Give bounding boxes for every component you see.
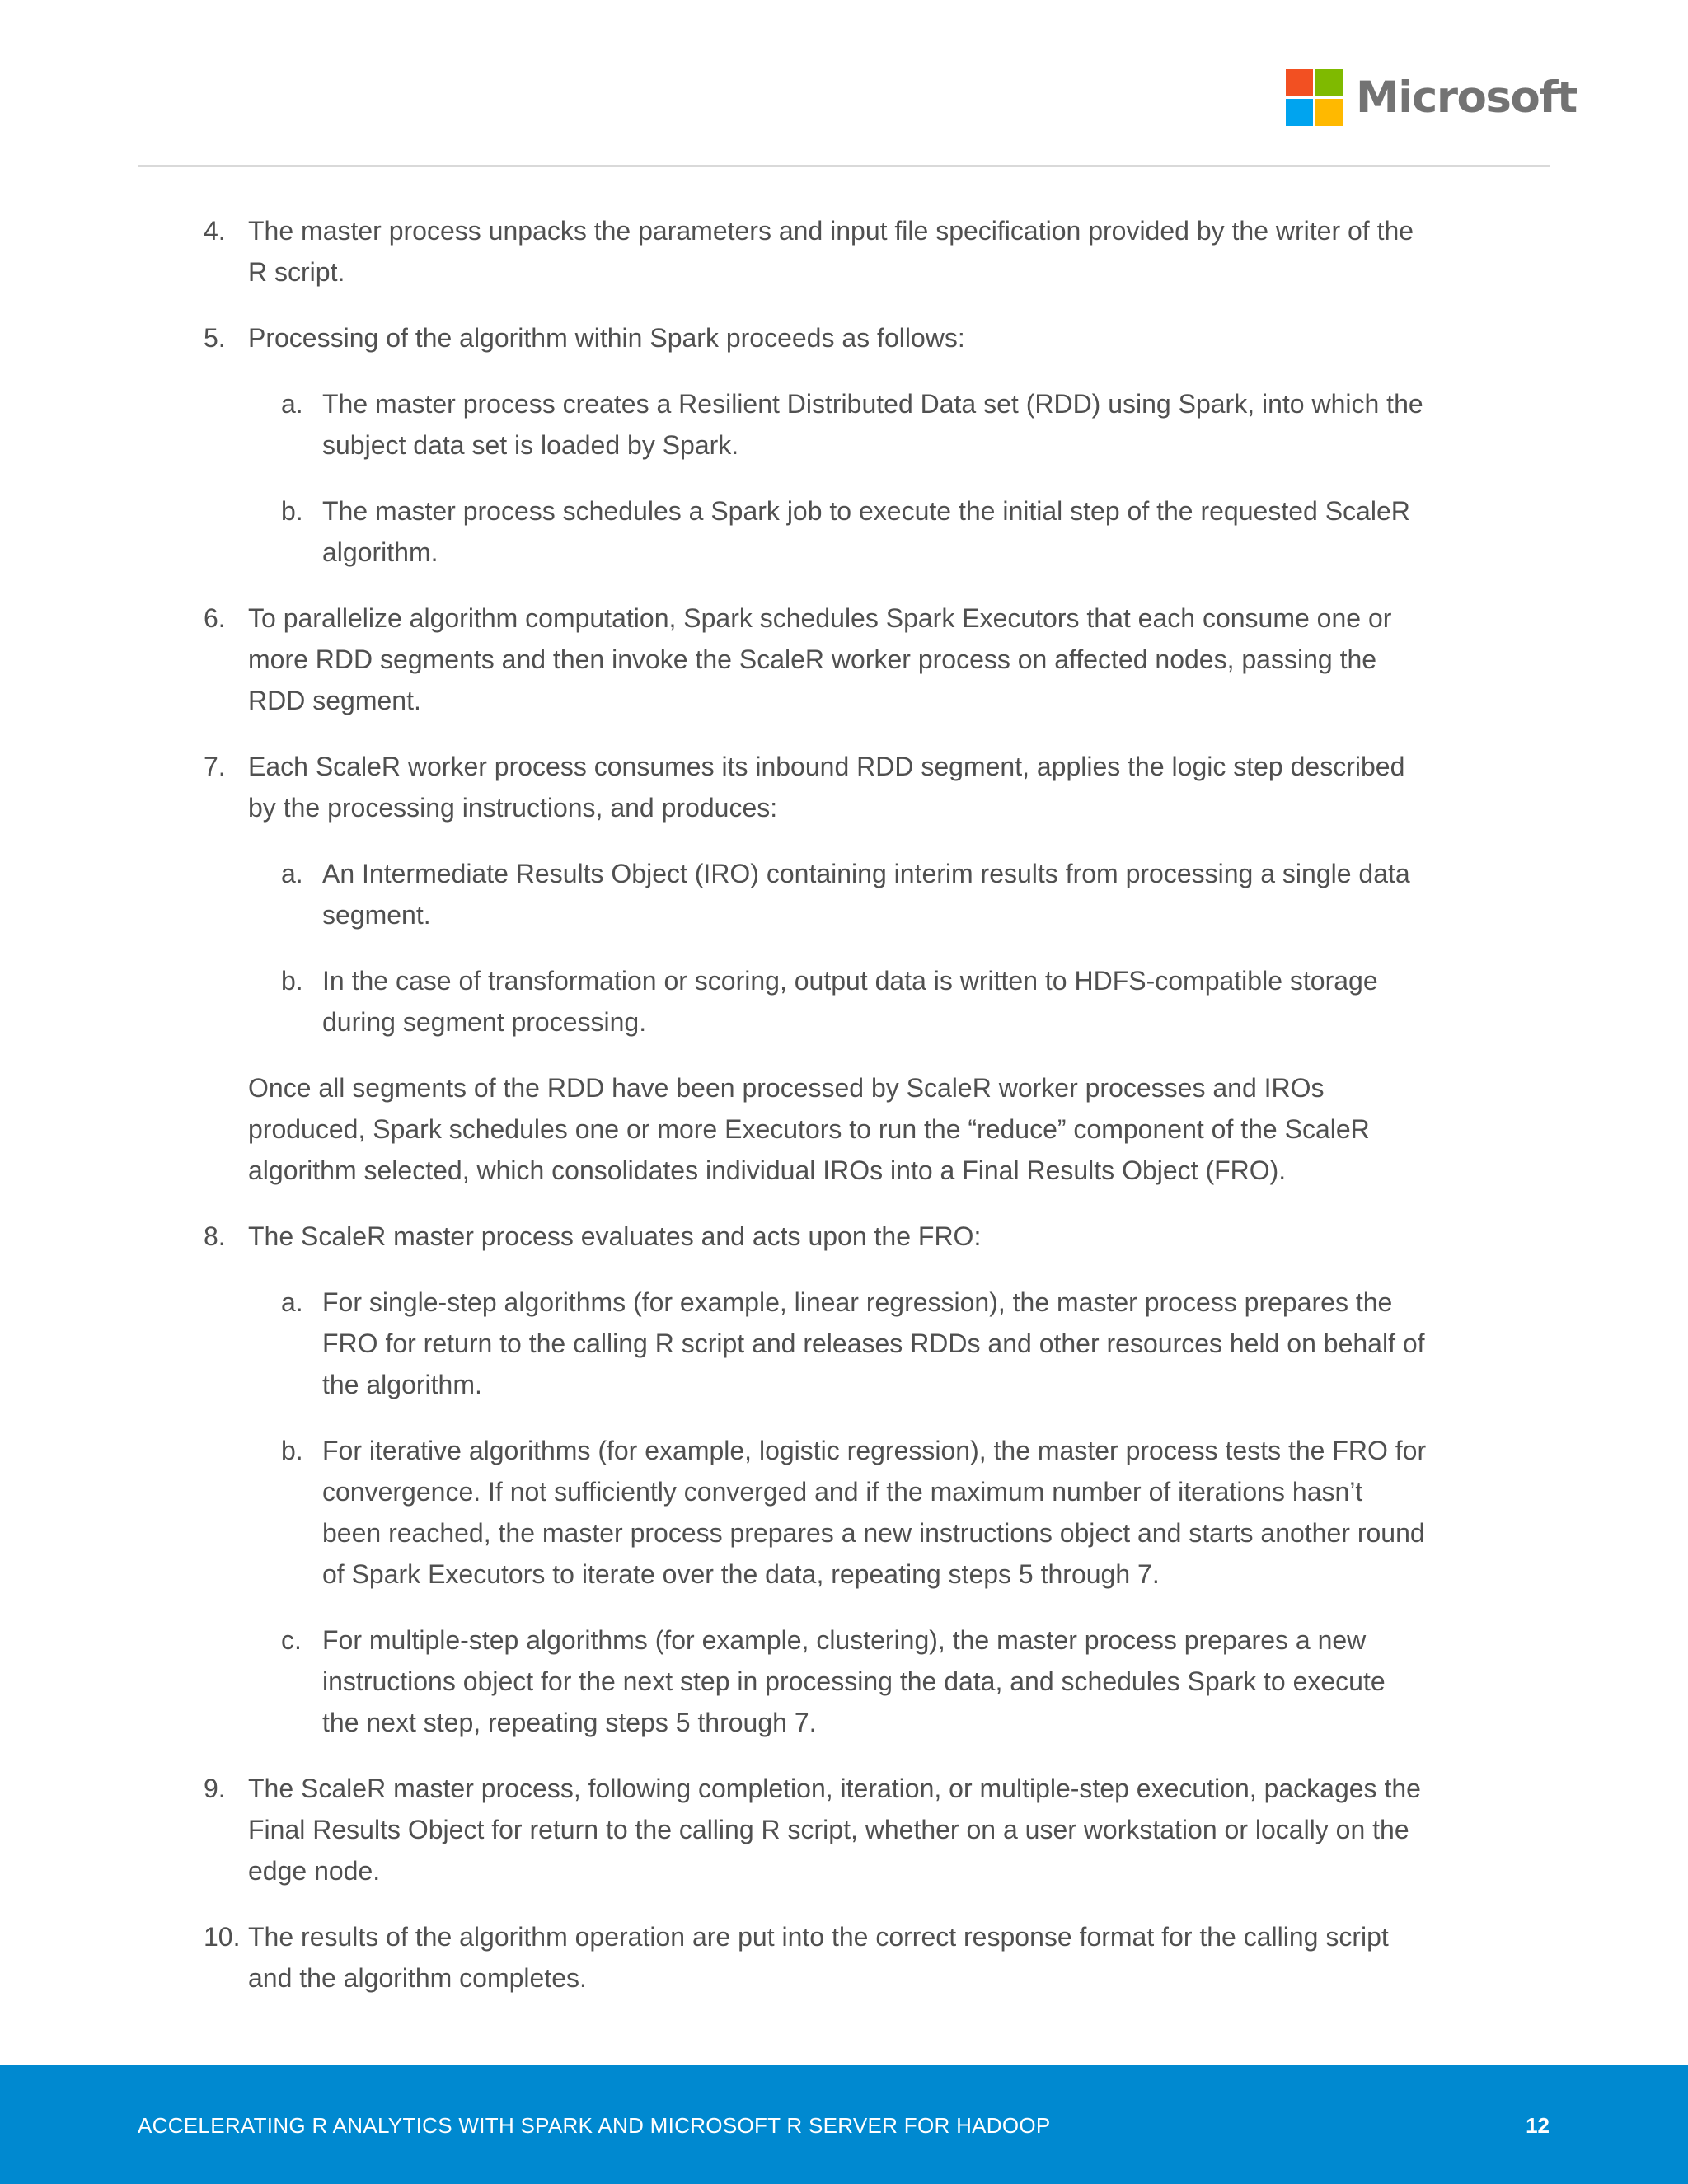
list-text: Processing of the algorithm within Spark proceeds as follows: [248,323,965,353]
logo-square-yellow [1315,99,1343,126]
list-item-8c [0,1619,1427,1743]
list-text: For single-step algorithms (for example, linear regression), the master process prepares the FRO for return to the calling R script and releases RDDs and other resources held on behalf of the algorithm. [322,1287,1425,1399]
list-text: To parallelize algorithm computation, Spark schedules Spark Executors that each consume one or more RDD segments and then invoke the ScaleR worker process on affected nodes, passing the RDD segment. [248,603,1392,715]
list-item-4 [0,210,1427,293]
footer-document-title: ACCELERATING R ANALYTICS WITH SPARK AND MICROSOFT R SERVER FOR HADOOP [138,2113,1051,2138]
list-item-7a [0,853,1427,935]
list-text: The master process creates a Resilient Distributed Data set (RDD) using Spark, into which the subject data set is loaded by Spark. [322,389,1423,460]
microsoft-logo [1286,68,1577,127]
list-item-6 [0,598,1427,721]
list-item-7 [0,746,1427,828]
list-text: The master process unpacks the parameters and input file specification provided by the writer of the R script. [248,216,1414,287]
list-number: 6. [204,603,226,633]
list-item-5a [0,383,1427,466]
logo-wordmark: Microsoft [1356,72,1577,123]
list-item-8a [0,1282,1427,1405]
list-letter: b. [281,966,303,996]
list-text: Each ScaleR worker process consumes its inbound RDD segment, applies the logic step described by the processing instructions, and produces: [248,752,1405,823]
list-item-7b [0,960,1427,1043]
page-footer [0,2065,1688,2184]
list-text: For multiple-step algorithms (for example, clustering), the master process prepares a new instructions object for the next step in processing the data, and schedules Spark to execute the next step, repeating steps 5 through 7. [322,1625,1386,1737]
list-text: The ScaleR master process evaluates and acts upon the FRO: [248,1221,982,1251]
list-letter: a. [281,859,303,888]
list-text: In the case of transformation or scoring, output data is written to HDFS-compatible storage during segment processing. [322,966,1378,1037]
list-item-5b [0,490,1427,573]
logo-square-blue [1286,99,1313,126]
header-divider [138,165,1550,167]
list-text: An Intermediate Results Object (IRO) containing interim results from processing a single data segment. [322,859,1410,930]
list-number: 7. [204,752,226,781]
list-letter: c. [281,1625,302,1655]
list-number: 9. [204,1774,226,1803]
list-number: 5. [204,323,226,353]
list-text: The results of the algorithm operation are put into the correct response format for the calling script and the algorithm completes. [248,1922,1389,1993]
windows-logo-icon [1286,69,1343,126]
logo-square-red [1286,69,1313,96]
list-item-5 [0,317,1427,359]
list-item-8b [0,1430,1427,1595]
list-letter: b. [281,496,303,526]
page-number: 12 [1526,2113,1550,2138]
paragraph-reduce-step: Once all segments of the RDD have been processed by ScaleR worker processes and IROs produced, Spark schedules one or more Executors to run the “reduce” component of the ScaleR algorithm selected, which consolidates individual IROs into a Final Results Object (FRO). [248,1073,1370,1185]
list-text: The ScaleR master process, following completion, iteration, or multiple-step execution, packages the Final Results Object for return to the calling R script, whether on a user workstation or locally on the edge node. [248,1774,1421,1886]
list-text: For iterative algorithms (for example, logistic regression), the master process tests the FRO for convergence. If not sufficiently converged and if the maximum number of iterations hasn’t been reached, the master process prepares a new instructions object and starts another round of Spark Executors to iterate over the data, repeating steps 5 through 7. [322,1436,1427,1589]
list-item-8 [0,1216,1427,1257]
list-letter: b. [281,1436,303,1465]
list-item-9 [0,1768,1427,1891]
list-text: The master process schedules a Spark job to execute the initial step of the requested ScaleR algorithm. [322,496,1410,567]
list-number: 8. [204,1221,226,1251]
list-letter: a. [281,389,303,419]
logo-square-green [1315,69,1343,96]
list-number: 4. [204,216,226,246]
document-body [0,210,1688,2023]
list-item-10 [0,1916,1427,1999]
list-letter: a. [281,1287,303,1317]
list-number: 10. [204,1922,241,1952]
